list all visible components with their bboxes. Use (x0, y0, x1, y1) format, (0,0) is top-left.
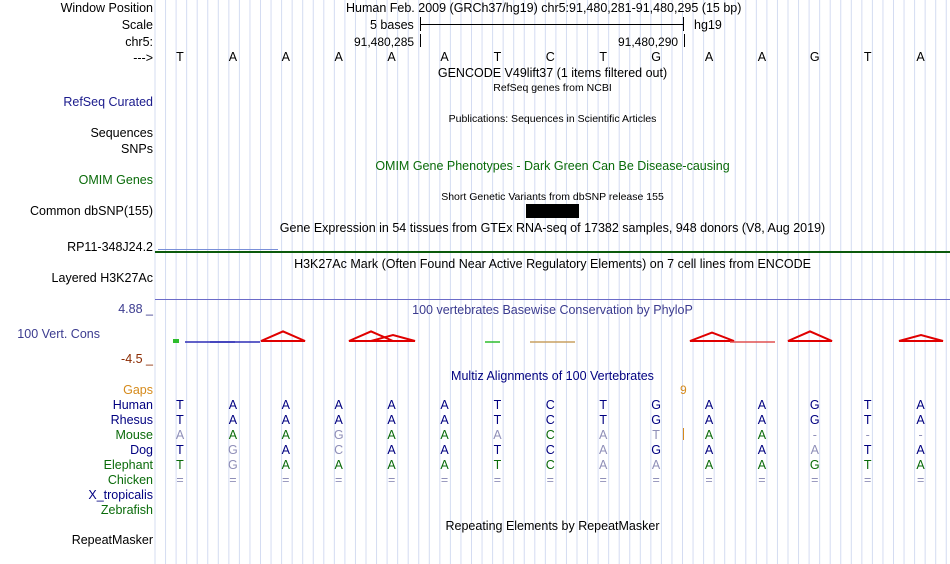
aligned-base: = (176, 473, 184, 487)
aligned-base: G (651, 398, 661, 412)
aligned-base: G (228, 458, 238, 472)
aligned-base: A (440, 443, 449, 457)
aligned-base: A (599, 428, 608, 442)
reference-base: T (863, 50, 872, 64)
aligned-base: T (599, 398, 607, 412)
aligned-base: - (918, 428, 923, 442)
aligned-base: T (863, 443, 872, 457)
aligned-base: G (333, 428, 344, 442)
aligned-base: A (493, 428, 502, 442)
reference-base: A (440, 50, 449, 64)
aligned-base: A (757, 428, 767, 442)
aligned-base: T (863, 398, 872, 412)
aligned-base: T (863, 413, 872, 427)
species-label-dog[interactable]: Dog (130, 443, 153, 457)
aligned-base: = (546, 473, 554, 487)
aligned-base: = (811, 473, 819, 487)
aligned-base: G (228, 443, 238, 457)
aligned-base: G (651, 443, 661, 457)
aligned-base: A (916, 458, 925, 472)
aligned-base: - (865, 428, 870, 442)
aligned-base: A (281, 443, 290, 457)
conservation-track-title[interactable]: 100 vertebrates Basewise Conservation by PhyloP (412, 303, 693, 317)
publications-track-title[interactable]: Publications: Sequences in Scientific Articles (448, 113, 657, 125)
conservation-max-label: 4.88 _ (118, 302, 153, 316)
aligned-base: A (334, 398, 343, 412)
aligned-base: C (545, 458, 555, 472)
reference-base: G (651, 50, 661, 64)
species-label-mouse[interactable]: Mouse (115, 428, 153, 442)
species-label-chicken[interactable]: Chicken (107, 473, 153, 487)
aligned-base: A (281, 428, 290, 442)
ruler-position-right: 91,480,290 (618, 35, 679, 49)
window-position-label: Window Position (60, 1, 153, 15)
conservation-peak (690, 333, 734, 341)
aligned-base: A (440, 398, 449, 412)
aligned-base: A (704, 428, 714, 442)
conservation-top-line (155, 299, 950, 300)
aligned-base: = (440, 473, 449, 487)
aligned-base: A (387, 398, 396, 412)
aligned-base: = (758, 473, 766, 487)
conservation-min-label: -4.5 _ (121, 352, 153, 366)
omim-track-title[interactable]: OMIM Gene Phenotypes - Dark Green Can Be Disease-causing (375, 159, 730, 173)
aligned-base: C (545, 443, 555, 457)
common-dbsnp-label[interactable]: Common dbSNP(155) (30, 204, 153, 218)
chrom-label: chr5: (125, 35, 153, 49)
aligned-base: T (493, 443, 502, 457)
aligned-base: A (387, 458, 396, 472)
aligned-base: T (176, 443, 184, 457)
aligned-base: A (334, 413, 343, 427)
aligned-base: A (651, 458, 661, 472)
aligned-base: = (864, 473, 872, 487)
assembly-position-text: Human Feb. 2009 (GRCh37/hg19) chr5:91,480,281-91,480,295 (15 bp) (346, 1, 742, 15)
multiz-track-title[interactable]: Multiz Alignments of 100 Vertebrates (451, 369, 654, 383)
aligned-base: A (757, 443, 767, 457)
reference-base: C (545, 50, 555, 64)
layered-h3k27ac-label[interactable]: Layered H3K27Ac (51, 271, 153, 285)
aligned-base: A (757, 413, 767, 427)
aligned-base: G (809, 413, 820, 427)
aligned-base: A (757, 398, 767, 412)
aligned-base: A (440, 428, 449, 442)
scale-bar (420, 17, 684, 31)
aligned-base: = (335, 473, 343, 487)
aligned-base: A (387, 443, 396, 457)
ruler-position-left: 91,480,285 (354, 35, 415, 49)
conservation-peak (261, 331, 305, 341)
aligned-base: T (493, 413, 502, 427)
aligned-base: = (652, 473, 660, 487)
species-label-human[interactable]: Human (112, 398, 153, 412)
aligned-base: T (493, 458, 502, 472)
reference-base: T (599, 50, 607, 64)
conservation-peak (899, 335, 943, 341)
aligned-base: G (651, 413, 661, 427)
aligned-base: = (387, 473, 396, 487)
aligned-base: C (545, 428, 555, 442)
aligned-base: A (281, 398, 290, 412)
aligned-base: A (228, 413, 238, 427)
mouse-gap-marker (683, 428, 684, 440)
gap-count: 9 (680, 383, 687, 397)
aligned-base: T (863, 458, 872, 472)
reference-base: A (387, 50, 396, 64)
species-label-elephant[interactable]: Elephant (103, 458, 153, 472)
aligned-base: T (176, 413, 184, 427)
species-label-rhesus[interactable]: Rhesus (110, 413, 153, 427)
gaps-label: Gaps (123, 383, 153, 397)
assembly-name-text: hg19 (694, 18, 722, 32)
reference-base: A (334, 50, 343, 64)
aligned-base: A (704, 443, 714, 457)
aligned-base: A (704, 398, 714, 412)
aligned-base: A (281, 413, 290, 427)
conservation-wiggle (155, 328, 950, 348)
aligned-base: A (175, 428, 185, 442)
aligned-base: A (440, 458, 449, 472)
strand-arrow-label: ---> (133, 51, 153, 65)
gencode-track-title[interactable]: GENCODE V49lift37 (1 items filtered out) (437, 66, 668, 80)
species-label-x_tropicalis[interactable]: X_tropicalis (88, 488, 153, 502)
reference-base: A (704, 50, 714, 64)
aligned-base: A (387, 413, 396, 427)
aligned-base: A (281, 458, 290, 472)
reference-base: A (757, 50, 767, 64)
aligned-base: A (704, 458, 714, 472)
ruler-tick-right (684, 34, 685, 47)
aligned-base: T (652, 428, 660, 442)
conservation-track-label[interactable]: 100 Vert. Cons (17, 327, 100, 341)
gtex-track-title[interactable]: Gene Expression in 54 tissues from GTEx RNA-seq of 17382 samples, 948 donors (V8, Aug 2019) (279, 221, 826, 235)
aligned-base: G (809, 458, 820, 472)
scale-bases-text: 5 bases (370, 18, 414, 32)
aligned-base: A (599, 443, 608, 457)
snps-label[interactable]: SNPs (121, 142, 153, 156)
aligned-base: T (176, 458, 184, 472)
aligned-base: = (916, 473, 925, 487)
dbsnp-variant-block[interactable] (526, 204, 579, 218)
refseq-track-title[interactable]: RefSeq genes from NCBI (493, 82, 612, 94)
repeatmasker-track-title[interactable]: Repeating Elements by RepeatMasker (445, 519, 660, 533)
conservation-peak (788, 331, 832, 341)
aligned-base: G (809, 398, 820, 412)
aligned-base: A (440, 413, 449, 427)
ruler-tick-left (420, 34, 421, 47)
aligned-base: = (229, 473, 237, 487)
gtex-divider-line (155, 251, 950, 253)
aligned-base: - (812, 428, 817, 442)
gene-rp11-label[interactable]: RP11-348J24.2 (67, 240, 153, 254)
refseq-curated-label[interactable]: RefSeq Curated (63, 95, 153, 109)
reference-base: T (493, 50, 502, 64)
aligned-base: C (334, 443, 344, 457)
dbsnp-track-title[interactable]: Short Genetic Variants from dbSNP release 155 (441, 191, 664, 203)
aligned-base: = (599, 473, 607, 487)
aligned-base: = (705, 473, 713, 487)
aligned-base: A (599, 458, 608, 472)
reference-base: A (916, 50, 925, 64)
reference-base: G (809, 50, 820, 64)
aligned-base: A (387, 428, 396, 442)
aligned-base: A (757, 458, 767, 472)
reference-base: A (281, 50, 290, 64)
aligned-base: A (916, 413, 925, 427)
reference-base: A (228, 50, 238, 64)
reference-base: T (176, 50, 184, 64)
scale-label: Scale (121, 18, 153, 32)
aligned-base: T (493, 398, 502, 412)
aligned-base: A (228, 398, 238, 412)
sequences-label[interactable]: Sequences (90, 126, 153, 140)
aligned-base: A (704, 413, 714, 427)
aligned-base: A (810, 443, 819, 457)
h3k27ac-track-title[interactable]: H3K27Ac Mark (Often Found Near Active Regulatory Elements) on 7 cell lines from ENCODE (294, 257, 811, 271)
aligned-base: A (916, 443, 925, 457)
conservation-peak (371, 335, 415, 341)
gtex-bar-trace (158, 249, 278, 250)
conservation-green-mark (173, 339, 179, 343)
aligned-base: C (545, 398, 555, 412)
aligned-base: A (916, 398, 925, 412)
aligned-base: T (176, 398, 184, 412)
aligned-base: A (228, 428, 238, 442)
aligned-base: T (599, 413, 607, 427)
omim-genes-label[interactable]: OMIM Genes (78, 173, 153, 187)
aligned-base: C (545, 413, 555, 427)
aligned-base: A (334, 458, 343, 472)
repeatmasker-label[interactable]: RepeatMasker (71, 533, 153, 547)
aligned-base: = (493, 473, 502, 487)
aligned-base: = (282, 473, 290, 487)
species-label-zebrafish[interactable]: Zebrafish (100, 503, 153, 517)
